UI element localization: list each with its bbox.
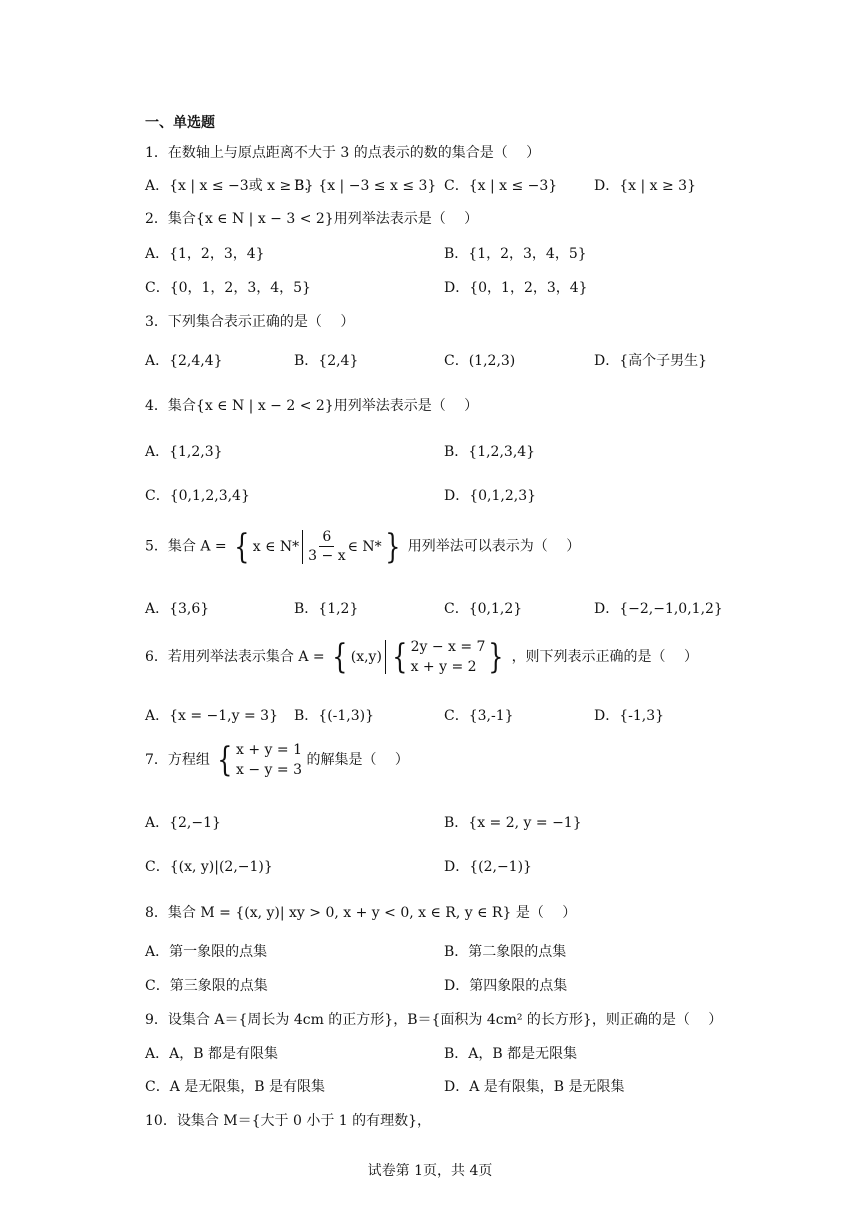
q5-option-b: B．{1,2} xyxy=(294,601,359,617)
q5-option-c: C．{0,1,2} xyxy=(444,601,523,617)
q6-equation-system: 2y − x = 7 x + y = 2 xyxy=(410,639,486,675)
q5-option-a: A．{3,6} xyxy=(145,601,210,617)
q9-option-d: D．A 是有限集，B 是无限集 xyxy=(444,1079,625,1095)
question-3-stem: 3．下列集合表示正确的是（ ） xyxy=(145,314,355,330)
q9-option-b: B．A，B 都是无限集 xyxy=(444,1046,578,1062)
q2-option-d: D．{0，1，2，3，4} xyxy=(444,280,588,296)
q6-stem-suffix: ，则下列表示正确的是（ ） xyxy=(511,649,699,665)
q4-option-b: B．{1,2,3,4} xyxy=(444,444,536,460)
q1-option-a: A．{x | x ≤ −3或 x ≥ 3} xyxy=(145,178,314,194)
q6-option-b: B．{(-1,3)} xyxy=(294,708,375,724)
q5-frac-tail: ∈ N* xyxy=(347,538,382,555)
q7-option-a: A．{2,−1} xyxy=(145,815,221,831)
q3-option-b: B．{2,4} xyxy=(294,353,359,369)
q3-option-d: D．{高个子男生} xyxy=(594,353,708,369)
q4-option-a: A．{1,2,3} xyxy=(145,444,223,460)
q4-option-d: D．{0,1,2,3} xyxy=(444,488,537,504)
q6-option-d: D．{-1,3} xyxy=(594,708,665,724)
section-title: 一、单选题 xyxy=(145,115,215,131)
q1-option-d: D．{x | x ≥ 3} xyxy=(594,178,696,194)
question-2-stem: 2．集合{x ∈ N | x − 3 < 2}用列举法表示是（ ） xyxy=(145,211,479,227)
q8-option-d: D．第四象限的点集 xyxy=(444,978,568,994)
question-6-stem: 6．若用列举法表示集合 A = { (x,y) { 2y − x = 7 x + y = 2 } ，则下列表示正确的是（ ） xyxy=(145,637,699,677)
q1-option-c: C．{x | x ≤ −3} xyxy=(444,178,558,194)
q7-stem-suffix: 的解集是（ ） xyxy=(306,752,409,768)
q6-option-a: A．{x = −1,y = 3} xyxy=(145,708,278,724)
q2-option-b: B．{1，2，3，4，5} xyxy=(444,246,587,262)
q6-set-variable: (x,y) xyxy=(350,649,382,665)
question-9-stem: 9．设集合 A＝{周长为 4cm 的正方形}，B＝{面积为 4cm² 的长方形}，则正确的是（ ） xyxy=(145,1012,723,1028)
q9-option-c: C．A 是无限集，B 是有限集 xyxy=(145,1079,326,1095)
q5-set-variable: x ∈ N* xyxy=(252,538,300,555)
q6-stem-prefix: 6．若用列举法表示集合 A = xyxy=(145,649,325,665)
question-8-stem: 8．集合 M = {(x, y)| xy > 0, x + y < 0, x ∈ R, y ∈ R} 是（ ） xyxy=(145,905,577,921)
q5-fraction: $\frac{6}{3 - x}$ xyxy=(308,529,346,564)
question-4-stem: 4．集合{x ∈ N | x − 2 < 2}用列举法表示是（ ） xyxy=(145,398,479,414)
q8-option-b: B．第二象限的点集 xyxy=(444,944,567,960)
question-5-stem: 5．集合 A = { x ∈ N* $\frac{6}{3 - x}$ ∈ N* } 用列举法可以表示为（ ） xyxy=(145,526,581,567)
q3-option-c: C．(1,2,3) xyxy=(444,353,516,369)
q2-option-c: C．{0，1，2，3，4，5} xyxy=(145,280,311,296)
q6-option-c: C．{3,-1} xyxy=(444,708,514,724)
question-1-stem: 1．在数轴上与原点距离不大于 3 的点表示的数的集合是（ ） xyxy=(145,145,541,161)
q5-option-d: D．{−2,−1,0,1,2} xyxy=(594,601,723,617)
q7-option-c: C．{(x, y)|(2,−1)} xyxy=(145,859,273,875)
q8-option-a: A．第一象限的点集 xyxy=(145,944,268,960)
q5-stem-prefix: 5．集合 A = xyxy=(145,538,227,555)
q7-option-b: B．{x = 2, y = −1} xyxy=(444,815,582,831)
q3-option-a: A．{2,4,4} xyxy=(145,353,223,369)
question-7-stem: 7．方程组 { x + y = 1 x − y = 3 的解集是（ ） xyxy=(145,740,409,780)
page-footer: 试卷第 1页，共 4页 xyxy=(367,1163,493,1179)
q7-option-d: D．{(2,−1)} xyxy=(444,859,532,875)
q1-option-b: B．{x | −3 ≤ x ≤ 3} xyxy=(294,178,437,194)
q7-equation-system: x + y = 1 x − y = 3 xyxy=(236,742,302,778)
q2-option-a: A．{1，2，3，4} xyxy=(145,246,265,262)
q5-stem-suffix: 用列举法可以表示为（ ） xyxy=(407,538,581,555)
q9-option-a: A．A，B 都是有限集 xyxy=(145,1046,278,1062)
q4-option-c: C．{0,1,2,3,4} xyxy=(145,488,250,504)
q8-option-c: C．第三象限的点集 xyxy=(145,978,268,994)
q7-stem-prefix: 7．方程组 xyxy=(145,752,210,768)
question-10-stem: 10．设集合 M＝{大于 0 小于 1 的有理数}， xyxy=(145,1113,432,1129)
